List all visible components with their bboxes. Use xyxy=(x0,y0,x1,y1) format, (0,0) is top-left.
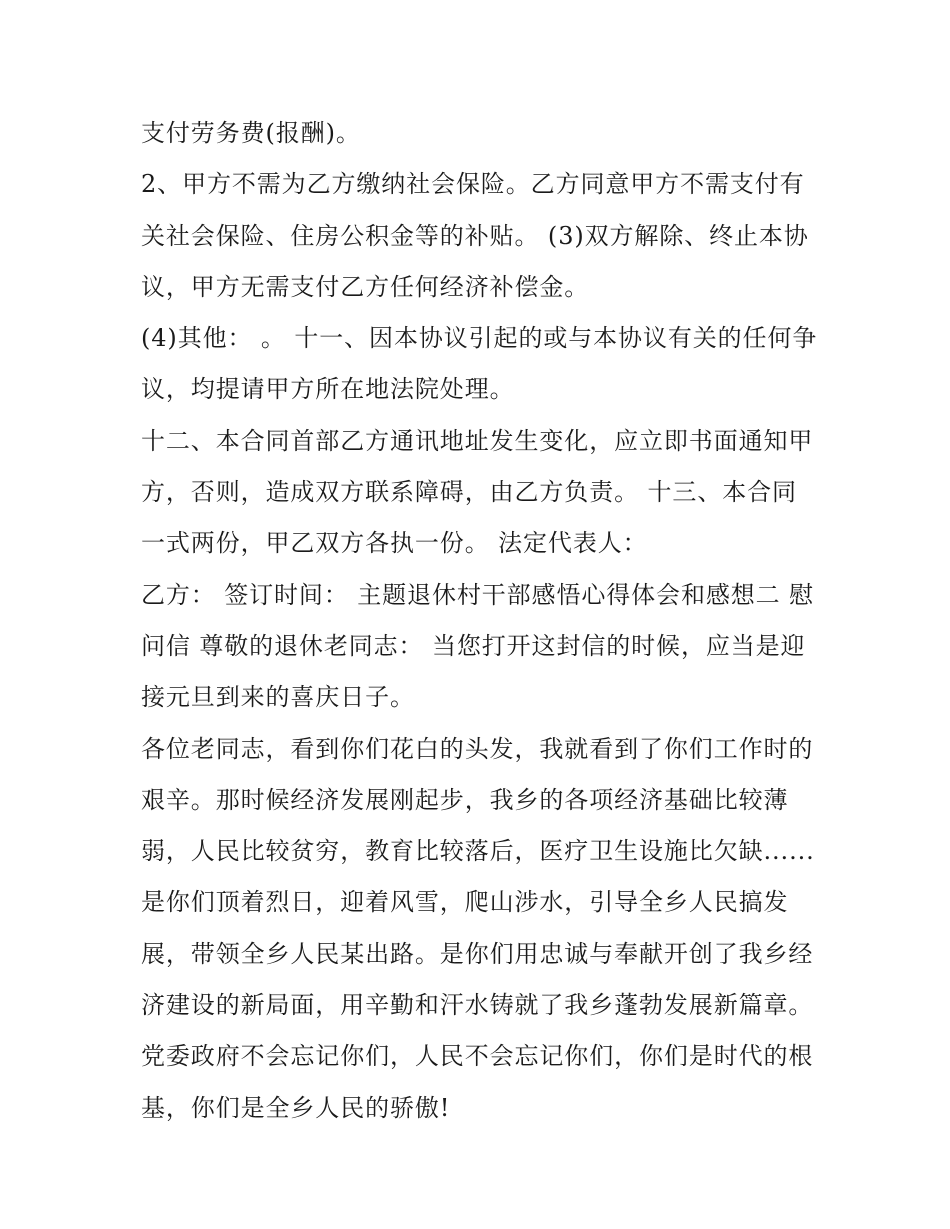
text-line: 艰辛。那时候经济发展刚起步，我乡的各项经济基础比较薄 xyxy=(141,785,789,814)
text-line: 方，否则，造成双方联系障碍，由乙方负责。 十三、本合同 xyxy=(141,478,797,507)
text-line: 接元旦到来的喜庆日子。 xyxy=(141,683,415,712)
text-line: 乙方： 签订时间： 主题退休村干部感悟心得体会和感想二 慰 xyxy=(141,580,814,609)
text-line: 济建设的新局面，用辛勤和汗水铸就了我乡蓬勃发展新篇章。 xyxy=(141,991,814,1020)
text-line: 关社会保险、住房公积金等的补贴。 (3)双方解除、终止本协 xyxy=(141,221,809,250)
text-line: 议，甲方无需支付乙方任何经济补偿金。 xyxy=(141,272,590,301)
text-line: 基，你们是全乡人民的骄傲! xyxy=(141,1093,451,1122)
text-line: (4)其他： 。 十一、因本协议引起的或与本协议有关的任何争 xyxy=(141,324,818,353)
text-line: 十二、本合同首部乙方通讯地址发生变化，应立即书面通知甲 xyxy=(141,426,814,455)
text-line: 展，带领全乡人民某出路。是你们用忠诚与奉献开创了我乡经 xyxy=(141,939,814,968)
text-line: 2、甲方不需为乙方缴纳社会保险。乙方同意甲方不需支付有 xyxy=(141,170,805,199)
text-line: 各位老同志，看到你们花白的头发，我就看到了你们工作时的 xyxy=(141,734,814,763)
text-line: 是你们顶着烈日，迎着风雪，爬山涉水，引导全乡人民搞发 xyxy=(141,888,789,917)
text-line: 党委政府不会忘记你们，人民不会忘记你们，你们是时代的根 xyxy=(141,1042,814,1071)
text-line: 议，均提请甲方所在地法院处理。 xyxy=(141,375,515,404)
text-line: 弱，人民比较贫穷，教育比较落后，医疗卫生设施比欠缺...... xyxy=(141,837,815,866)
text-line: 一式两份，甲乙双方各执一份。 法定代表人： xyxy=(141,529,648,558)
document-body xyxy=(141,108,821,1134)
text-line: 问信 尊敬的退休老同志： 当您打开这封信的时候，应当是迎 xyxy=(141,631,806,660)
text-line: 支付劳务费(报酬)。 xyxy=(141,119,361,147)
